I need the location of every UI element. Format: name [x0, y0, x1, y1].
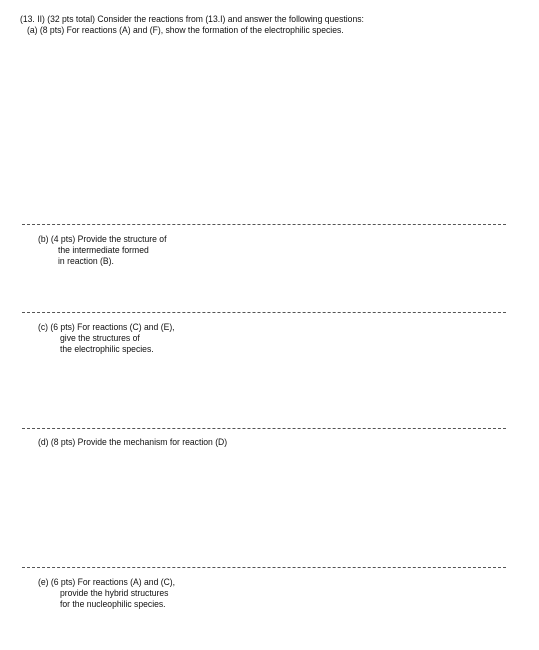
part-b-prompt-line3: in reaction (B).: [58, 255, 114, 267]
question-title: (13. II) (32 pts total) Consider the reactions from (13.I) and answer the following questions:: [20, 13, 364, 25]
part-e-prompt-line3: for the nucleophilic species.: [60, 598, 166, 610]
divider-a-b: [22, 224, 506, 225]
part-b: [38, 233, 166, 266]
part-e-prompt-line2: provide the hybrid structures: [60, 587, 169, 599]
divider-c-d: [22, 428, 506, 429]
divider-b-c: [22, 312, 506, 313]
part-e: [38, 576, 175, 609]
divider-d-e: [22, 567, 506, 568]
part-d: [38, 436, 227, 447]
part-c: [38, 321, 175, 354]
part-c-prompt-line2: give the structures of: [60, 332, 140, 344]
part-e-prompt-line1: (e) (6 pts) For reactions (A) and (C),: [38, 576, 176, 588]
part-b-prompt-line2: the intermediate formed: [58, 244, 149, 256]
part-c-prompt-line3: the electrophilic species.: [60, 343, 154, 355]
part-b-prompt-line1: (b) (4 pts) Provide the structure of: [38, 233, 167, 245]
part-d-prompt-line1: (d) (8 pts) Provide the mechanism for reaction (D): [38, 436, 228, 448]
part-c-prompt-line1: (c) (6 pts) For reactions (C) and (E),: [38, 321, 175, 333]
part-a-prompt: (a) (8 pts) For reactions (A) and (F), show the formation of the electrophilic species.: [27, 24, 344, 36]
question-header: [20, 13, 364, 35]
